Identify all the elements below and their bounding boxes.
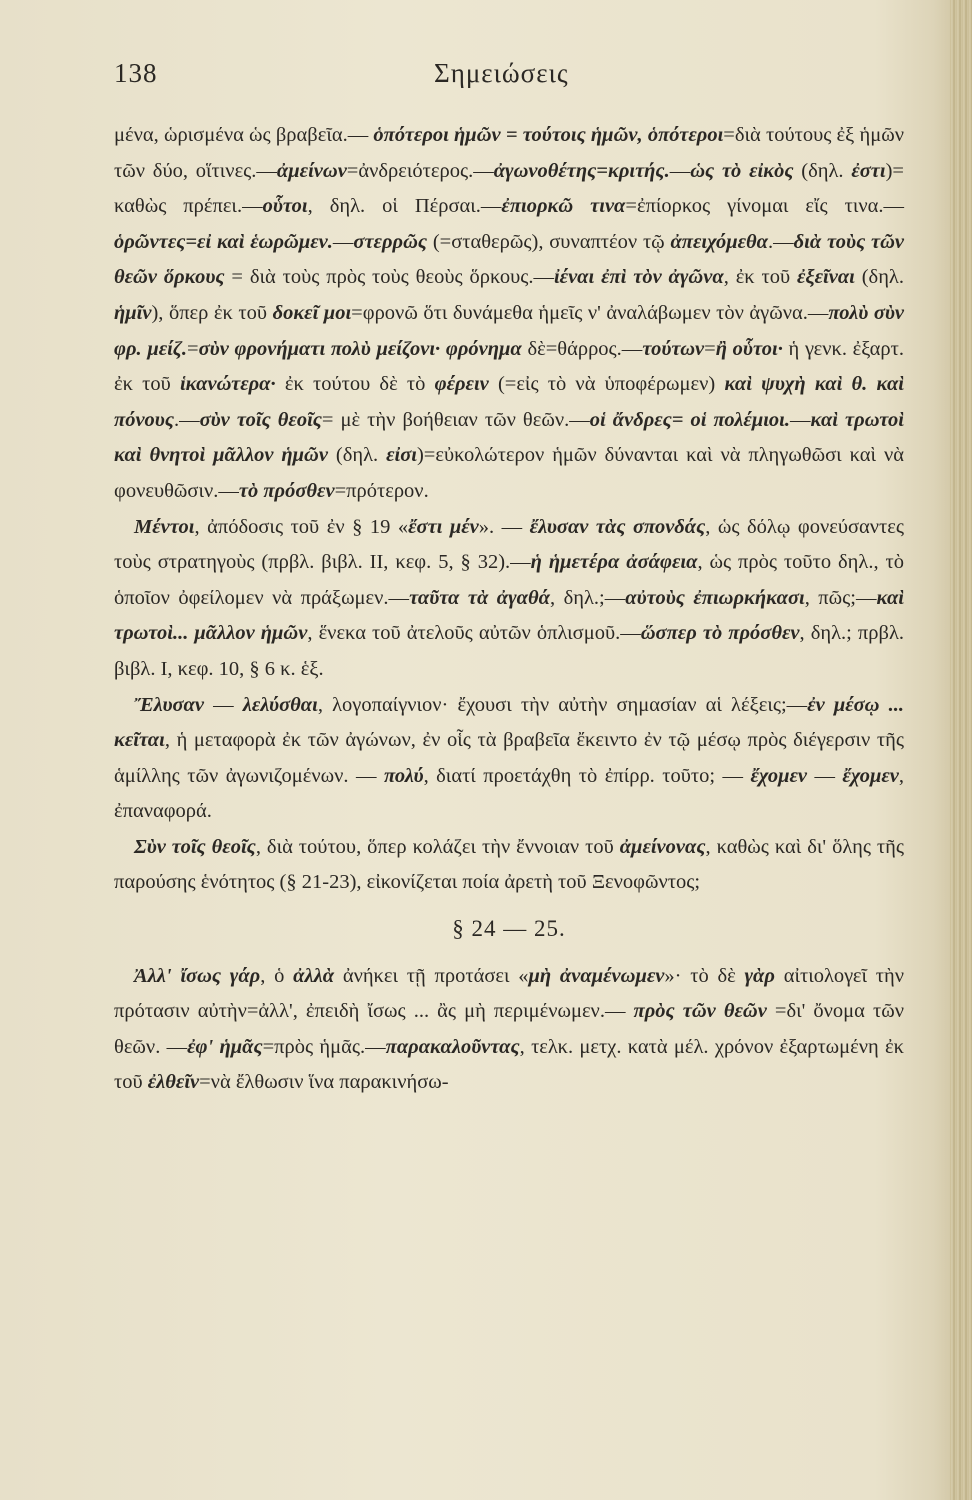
lemma: ἐπιορκῶ τινα [501,195,626,218]
lemma: ἐλθεῖν [147,1071,200,1094]
paragraph [114,830,904,901]
lemma: ὁπότεροι ἡμῶν = τούτοις ἡμῶν, ὁπότεροι [373,124,724,146]
commentary-text: ἡ γενκ. ἐξαρτ. ἐκ τοῦ [114,337,905,396]
commentary-text: ». — [478,515,530,538]
commentary-text: (=εἰς τὸ νὰ ὑποφέρωμεν) [488,373,725,396]
lemma: ταῦτα τὰ ἀγαθά [409,586,550,609]
lemma: στερρῶς [353,230,428,253]
commentary-text: =πρὸς ἡμᾶς.— [262,1035,386,1058]
commentary-text: = [187,337,199,360]
lemma: τούτων [642,337,705,360]
commentary-text: ), ὅπερ ἐκ τοῦ [151,301,273,324]
lemma: καὶ τρωτοὶ... μᾶλλον ἡμῶν [114,586,904,645]
notes-before-section [114,118,904,901]
commentary-text: =νὰ ἔλθωσιν ἵνα παρακινήσω- [199,1071,449,1094]
lemma: δοκεῖ μοι [272,301,352,324]
lemma: εἰσι [386,444,417,467]
lemma: ἰέναι ἐπὶ τὸν ἀγῶνα [553,266,724,289]
commentary-text: , ἐκ τοῦ [723,266,797,289]
lemma: ἀμείνονας [619,835,706,858]
commentary-text: — [789,408,811,431]
lemma: ἔχομεν [750,764,807,787]
lemma: ἀμείνων [276,159,347,182]
commentary-text: (δηλ. [854,266,904,289]
lemma: σὺν φρονήματι πολὺ μείζονι· φρόνημα [198,337,522,360]
commentary-text: , ἀπόδοσις τοῦ ἐν § 19 « [194,515,409,538]
lemma: Ἔλυσαν [134,693,204,716]
commentary-text: ἀνήκει τῇ προτάσει « [334,964,529,987]
lemma: ἔστι μέν [408,515,479,538]
commentary-text: .— [768,230,794,253]
lemma: ὥσπερ τὸ πρόσθεν [640,622,800,645]
commentary-text: , λογοπαίγνιον· ἔχουσι τὴν αὐτὴν σημασίαν αἱ λέξεις;— [317,693,808,716]
lemma: πολὺ σὺν φρ. μείζ. [114,301,905,360]
lemma: οἱ ἄνδρες= οἱ πολέμιοι. [589,408,790,431]
commentary-text: μένα, ὡρισμένα ὡς βραβεῖα.— [114,124,374,146]
lemma: αὐτοὺς ἐπιωρκήκασι [625,586,805,609]
lemma: Μέντοι [134,515,195,538]
commentary-text: , ὡς πρὸς τοῦτο δηλ., τὸ ὁποῖον ὀφείλομεν νὰ πράξωμεν.— [114,551,904,609]
lemma: ἐξεῖναι [797,266,855,289]
commentary-text: δὲ=θάρρος.— [521,337,643,360]
lemma: ἀλλὰ [293,964,335,987]
commentary-text: αἰτιολογεῖ τὴν πρότασιν αὐτὴν=ἀλλ', ἐπειδὴ ἴσως ... ἂς μὴ περιμένωμεν.— [114,964,904,1023]
commentary-text: , ἕνεκα τοῦ ἀτελοῦς αὐτῶν ὁπλισμοῦ.— [307,622,641,645]
lemma: ἱκανώτερα· [179,373,276,396]
lemma: οὗτοι [262,195,308,218]
lemma: καὶ τρωτοὶ καὶ θνητοὶ μᾶλλον ἡμῶν [114,408,904,467]
commentary-text: — [332,230,354,253]
lemma: γὰρ [744,964,775,987]
paragraph [114,688,904,830]
commentary-text: — [669,159,691,182]
lemma: ἐν μέσῳ ... κεῖται [114,693,905,752]
commentary-text: = μὲ τὴν βοήθειαν τῶν θεῶν.— [321,408,590,431]
paragraph [114,510,904,688]
commentary-text: (δηλ. [327,444,387,467]
commentary-text: — [204,693,243,716]
commentary-text: , διὰ τούτου, ὅπερ κολάζει τὴν ἔννοιαν τοῦ [255,835,620,858]
commentary-text: )=εὐκολώτερον ἡμῶν δύνανται καὶ νὰ πληγωθῶσι καὶ νὰ φονευθῶσιν.— [114,444,904,502]
commentary-text: , τελκ. μετχ. κατὰ μέλ. χρόνον ἐξαρτωμένη ἐκ τοῦ [114,1035,904,1094]
commentary-text: »· τὸ δὲ [664,964,745,987]
commentary-text: , ἡ μεταφορὰ ἐκ τῶν ἀγώνων, ἐν οἷς τὰ βραβεῖα ἔκειντο ἐν τῷ μέσῳ πρὸς διέγερσιν τῆς ἁμίλλης τῶν ἀγωνιζομένων. — [114,729,904,787]
commentary-text: , πῶς;— [804,586,877,609]
commentary-text: =δι' ὄνομα τῶν θεῶν. — [114,1000,904,1058]
paragraph [114,959,904,1101]
lemma: ἐστι [851,159,886,182]
commentary-text: =ἀνδρειότερος.— [346,159,494,182]
lemma: ἡμῖν [114,301,152,324]
commentary-text: =φρονῶ ὅτι δυνάμεθα ἡμεῖς ν' ἀναλάβωμεν τὸν ἀγῶνα.— [351,301,829,324]
lemma: σὺν τοῖς θεοῖς [199,408,322,431]
lemma: τὸ πρόσθεν [238,479,335,502]
lemma: πρὸς τῶν θεῶν [633,1000,767,1023]
lemma: πολύ [383,764,424,787]
lemma: ἀπειχόμεθα [670,230,769,253]
commentary-text: , ἐπαναφορά. [114,764,905,823]
paragraph [114,118,904,510]
lemma: παρακαλοῦντας [385,1035,520,1058]
commentary-text: , δηλ.; πρβλ. βιβλ. I, κεφ. 10, § 6 κ. ἑξ. [114,622,905,680]
commentary-text: )= καθὼς πρέπει.— [114,159,904,218]
commentary-text: , ὡς δόλῳ φονεύσαντες τοὺς στρατηγοὺς (πρβλ. βιβλ. II, κεφ. 5, § 32).— [114,515,905,574]
body-text [114,118,904,1101]
lemma: ὡς τὸ εἰκὸς [690,159,794,182]
commentary-text: — [806,764,843,787]
commentary-text: , δηλ.;— [550,586,626,609]
lemma: ἡ ἡμετέρα ἀσάφεια [530,551,698,574]
commentary-text: =ἐπίορκος γίνομαι εἴς τινα.— [625,195,904,218]
commentary-text: .— [173,408,200,431]
lemma: ἔλυσαν τὰς σπονδάς [529,515,706,538]
lemma: μὴ ἀναμένωμεν [528,964,665,987]
lemma: ἢ οὗτοι· [715,337,783,360]
lemma: φέρειν [434,373,489,396]
page-edge [950,0,972,1500]
commentary-text: (δηλ. [793,159,852,182]
commentary-text: = [704,337,716,360]
commentary-text: , ὁ [260,964,294,987]
page-header [114,58,904,98]
lemma: Ἀλλ' ἴσως γάρ [134,964,261,987]
commentary-text: = διὰ τοὺς πρὸς τοὺς θεοὺς ὅρκους.— [224,266,554,289]
lemma: ἐφ' ἡμᾶς [187,1035,263,1058]
lemma: λελύσθαι [242,693,318,716]
commentary-text: , διατί προετάχθη τὸ ἐπίρρ. τοῦτο; — [423,764,751,787]
commentary-text: =διὰ τούτους ἐξ ἡμῶν τῶν δύο, οἵτινες.— [114,124,904,182]
lemma: καὶ ψυχὴ καὶ θ. καὶ πόνους [114,373,904,431]
notes-after-section [114,959,904,1101]
commentary-text: (=σταθερῶς), συναπτέον τῷ [427,230,671,253]
section-heading: § 24 — 25. [452,916,566,942]
commentary-text: ἐκ τούτου δὲ τὸ [275,373,435,396]
lemma: διὰ τοὺς τῶν θεῶν ὅρκους [114,230,905,289]
running-title: Σημειώσεις [434,58,569,88]
lemma: Σὺν τοῖς θεοῖς [134,835,256,858]
lemma: ἔχομεν [842,764,899,787]
lemma: ὁρῶντες=εἰ καὶ ἑωρῶμεν. [114,230,333,253]
commentary-text: =πρότερον. [334,479,429,502]
commentary-text: , καθὼς καὶ δι' ὅλης τῆς παρούσης ἑνότητος (§ 21-23), εἰκονίζεται ποία ἀρετὴ τοῦ Ξενοφῶντος; [114,835,904,894]
commentary-text: , δηλ. οἱ Πέρσαι.— [307,195,502,218]
lemma: ἀγωνοθέτης=κριτής. [493,159,670,182]
page-number: 138 [114,58,158,88]
